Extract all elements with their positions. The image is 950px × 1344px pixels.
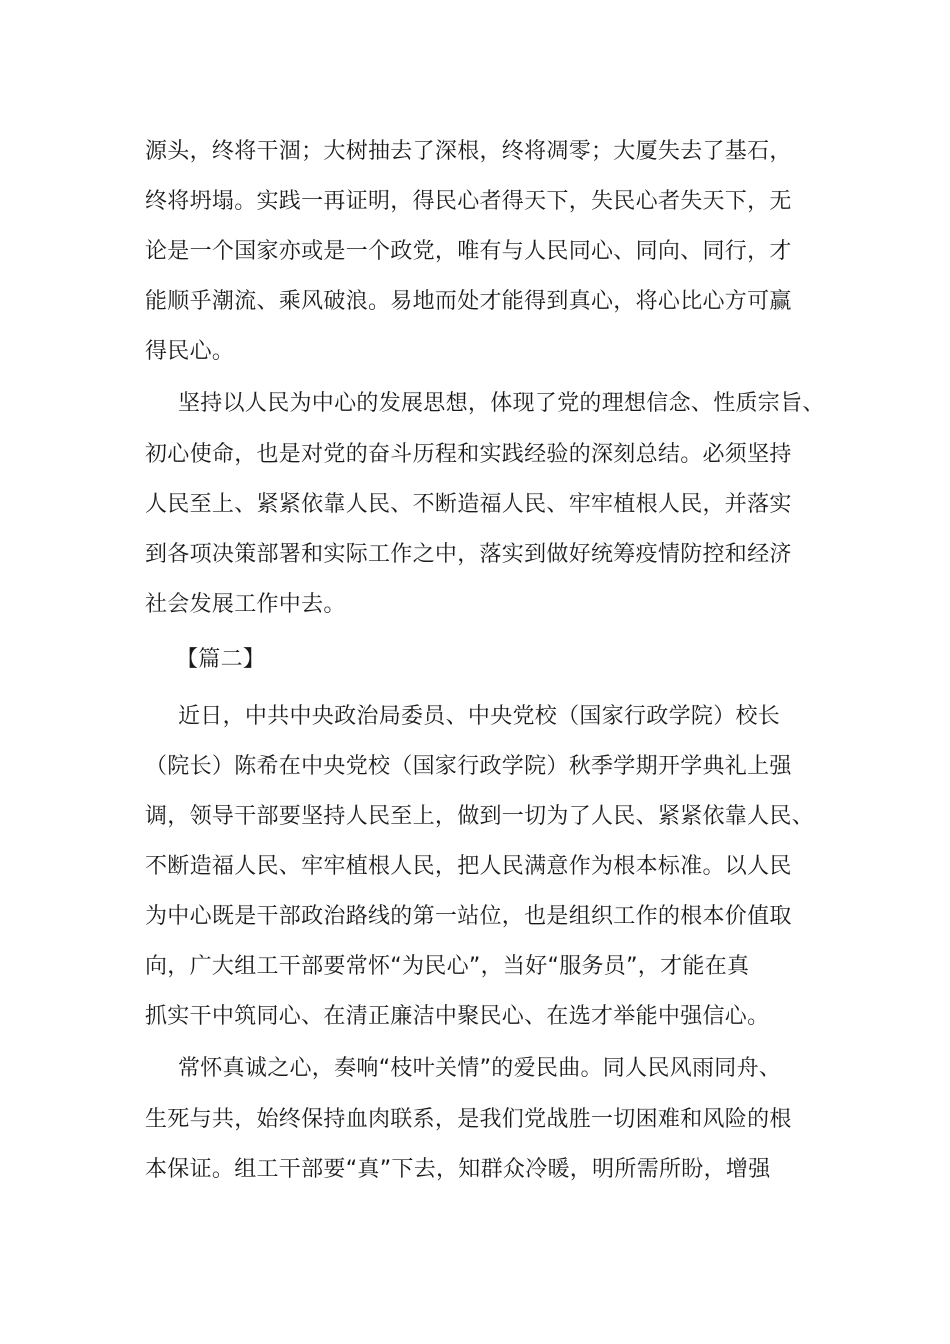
paragraph-3-line-2: （院长）陈希在中央党校（国家行政学院）秋季学期开学典礼上强 [145,754,792,779]
paragraph-3-line-5: 为中心既是干部政治路线的第一站位，也是组织工作的根本价值取 [145,904,792,929]
paragraph-2-line-2: 初心使命，也是对党的奋斗历程和实践经验的深刻总结。必须坚持 [145,442,792,467]
paragraph-4-line-3: 本保证。组工干部要“真”下去，知群众冷暖，明所需所盼，增强 [145,1157,771,1182]
paragraph-4-line-2: 生死与共，始终保持血肉联系，是我们党战胜一切困难和风险的根 [145,1107,792,1132]
paragraph-3-line-1: 近日，中共中央政治局委员、中央党校（国家行政学院）校长 [178,704,781,729]
paragraph-3-line-7: 抓实干中筑同心、在清正廉洁中聚民心、在选才举能中强信心。 [145,1004,770,1029]
paragraph-2-line-5: 社会发展工作中去。 [145,592,346,617]
paragraph-2-line-1: 坚持以人民为中心的发展思想，体现了党的理想信念、性质宗旨、 [178,391,825,416]
paragraph-2-line-4: 到各项决策部署和实际工作之中，落实到做好统筹疫情防控和经济 [145,542,792,567]
paragraph-3-line-6: 向，广大组工干部要常怀“为民心”，当好“服务员”，才能在真 [145,954,750,979]
paragraph-1-line-4: 能顺乎潮流、乘风破浪。易地而处才能得到真心，将心比心方可赢 [145,289,792,314]
paragraph-3-line-4: 不断造福人民、牢牢植根人民，把人民满意作为根本标准。以人民 [145,854,792,879]
paragraph-3-line-3: 调，领导干部要坚持人民至上，做到一切为了人民、紧紧依靠人民、 [145,804,815,829]
paragraph-1-line-1: 源头，终将干涸；大树抽去了深根，终将凋零；大厦失去了基石， [145,139,792,164]
paragraph-1-line-3: 论是一个国家亦或是一个政党，唯有与人民同心、同向、同行，才 [145,239,792,264]
paragraph-1-line-5: 得民心。 [145,339,235,364]
paragraph-1-line-2: 终将坍塌。实践一再证明，得民心者得天下，失民心者失天下，无 [145,189,792,214]
paragraph-2-line-3: 人民至上、紧紧依靠人民、不断造福人民、牢牢植根人民，并落实 [145,492,792,517]
section-heading: 【篇二】 [176,647,266,672]
paragraph-4-line-1: 常怀真诚之心，奏响“枝叶关情”的爱民曲。同人民风雨同舟、 [178,1056,782,1081]
